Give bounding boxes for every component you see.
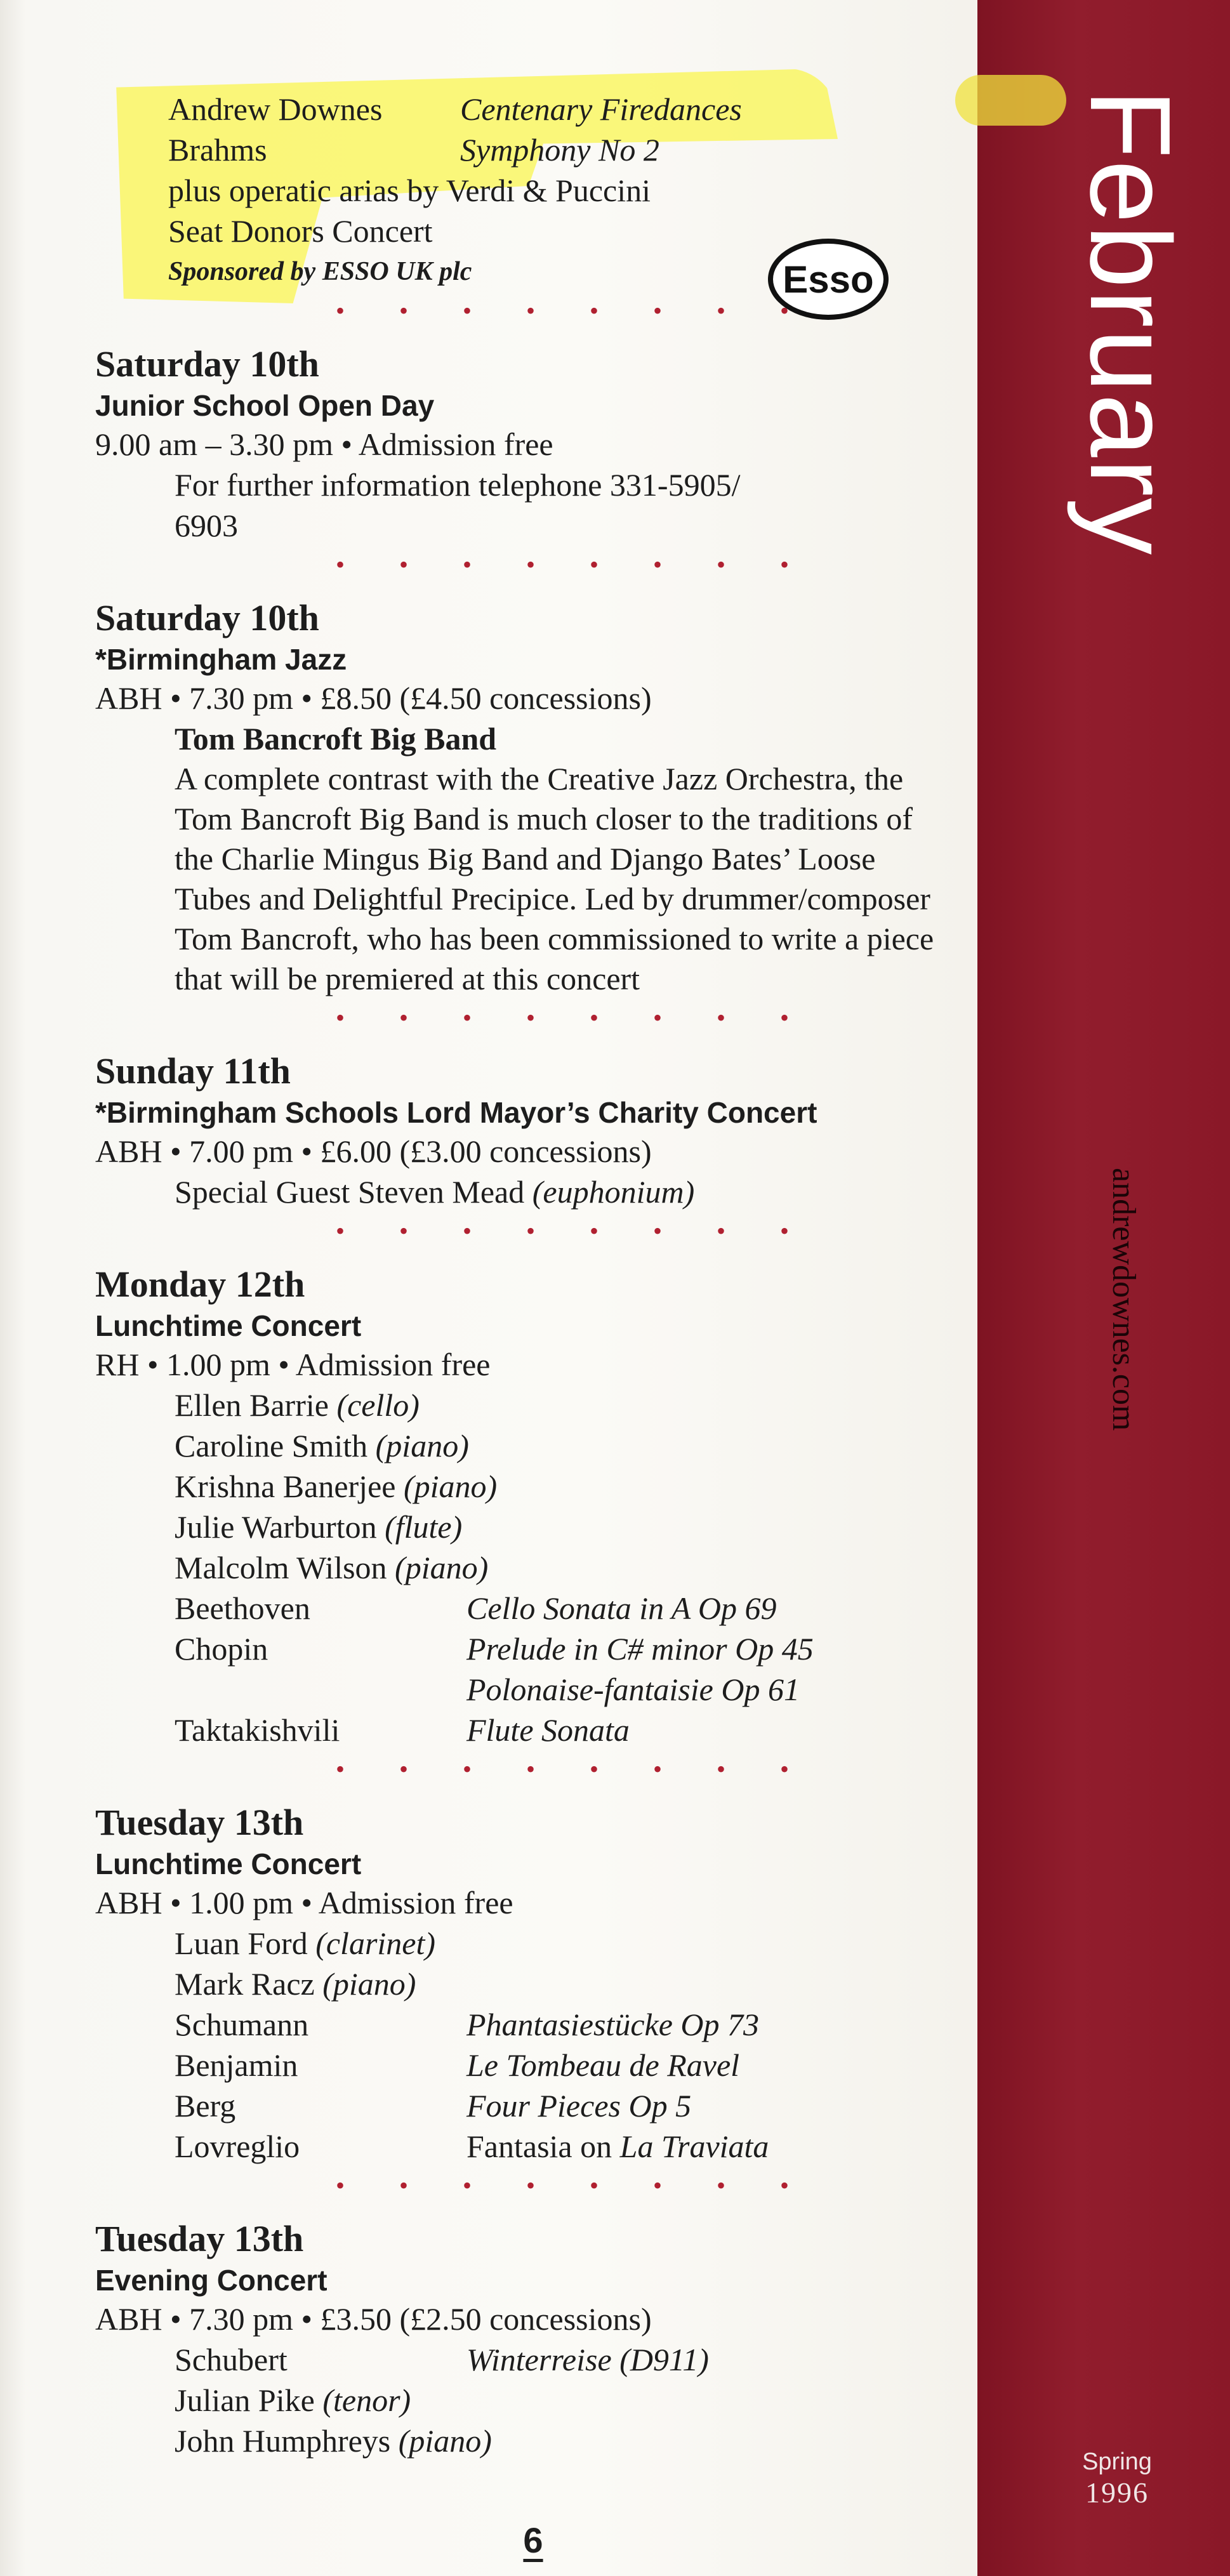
event-birmingham-jazz	[95, 595, 958, 999]
event-date: Tuesday 13th	[95, 1802, 304, 1843]
intro-work: Centenary Firedances	[460, 91, 742, 127]
performer: Luan Ford (clarinet)	[175, 1925, 436, 1961]
intro-work: Symphony No 2	[460, 132, 659, 168]
event-tuesday-evening	[95, 2216, 958, 2461]
program-item: Lovreglio Fantasia on La Traviata	[175, 2129, 769, 2164]
dot-divider: • • • • • • • •	[335, 2171, 814, 2200]
intro-composer: Brahms	[168, 132, 267, 168]
event-date: Sunday 11th	[95, 1050, 291, 1092]
dot-divider: • • • • • • • •	[335, 550, 814, 579]
event-info: 9.00 am – 3.30 pm • Admission free	[95, 426, 553, 462]
performer: Caroline Smith (piano)	[175, 1428, 469, 1463]
performer: John Humphreys (piano)	[175, 2423, 492, 2459]
dot-divider: • • • • • • • •	[335, 1755, 814, 1783]
event-date: Tuesday 13th	[95, 2218, 304, 2259]
event-charity-concert	[95, 1048, 958, 1212]
event-info: ABH • 1.00 pm • Admission free	[95, 1885, 513, 1920]
event-note: 6903	[175, 508, 238, 543]
program-item: Polonaise-fantaisie Op 61	[466, 1672, 800, 1707]
event-title: Lunchtime Concert	[95, 1309, 362, 1342]
performer: Malcolm Wilson (piano)	[175, 1550, 489, 1585]
event-monday-lunchtime	[95, 1262, 958, 1750]
esso-logo: Esso	[768, 239, 889, 320]
intro-composer: Andrew Downes	[168, 91, 383, 127]
intro-block	[95, 89, 958, 292]
page-number: 6	[523, 2520, 543, 2560]
event-info: ABH • 7.30 pm • £8.50 (£4.50 concessions)	[95, 680, 652, 716]
event-performer: Tom Bancroft Big Band	[175, 721, 497, 756]
concert-listing	[95, 89, 958, 2461]
intro-concert-name: Seat Donors Concert	[168, 213, 433, 249]
event-title: Lunchtime Concert	[95, 1847, 362, 1880]
season-label	[1047, 2448, 1187, 2509]
website-url: andrewdownes.com	[1106, 1168, 1142, 1431]
program-item: Berg Four Pieces Op 5	[175, 2088, 692, 2124]
event-tuesday-lunchtime	[95, 1800, 958, 2167]
event-title: *Birmingham Schools Lord Mayor’s Charity Concert	[95, 1096, 817, 1129]
event-title: *Birmingham Jazz	[95, 643, 347, 676]
performer: Mark Racz (piano)	[175, 1966, 416, 2002]
dot-divider: • • • • • • • •	[335, 296, 814, 325]
performer: Krishna Banerjee (piano)	[175, 1469, 498, 1504]
program-item: Taktakishvili Flute Sonata	[175, 1712, 630, 1748]
season-name: Spring	[1082, 2448, 1152, 2475]
program-item: Schumann Phantasiestücke Op 73	[175, 2007, 760, 2042]
event-info: ABH • 7.30 pm • £3.50 (£2.50 concessions)	[95, 2301, 652, 2337]
event-guest: Special Guest Steven Mead (euphonium)	[175, 1174, 695, 1210]
event-date: Monday 12th	[95, 1264, 305, 1305]
performer: Ellen Barrie (cello)	[175, 1387, 420, 1423]
event-description: A complete contrast with the Creative Jazz Orchestra, the Tom Bancroft Big Band is much closer to the traditions of the Charlie Mingus Big Band and Django Bates’ Loose Tubes and Delightful Precipice. Led by drummer/composer Tom Bancroft, who has been commissioned to write a piece that will be premiered at this concert	[175, 761, 934, 996]
program-item: Beethoven Cello Sonata in A Op 69	[175, 1590, 777, 1626]
event-title: Junior School Open Day	[95, 389, 435, 422]
event-title: Evening Concert	[95, 2264, 327, 2297]
event-info: ABH • 7.00 pm • £6.00 (£3.00 concessions)	[95, 1133, 652, 1169]
event-date: Saturday 10th	[95, 597, 319, 638]
event-date: Saturday 10th	[95, 343, 319, 385]
intro-arias: plus operatic arias by Verdi & Puccini	[168, 173, 651, 208]
program-item: Chopin Prelude in C# minor Op 45	[175, 1631, 814, 1667]
event-info: RH • 1.00 pm • Admission free	[95, 1347, 491, 1382]
season-year: 1996	[1085, 2476, 1149, 2509]
dot-divider: • • • • • • • •	[335, 1217, 814, 1245]
program-item: Benjamin Le Tombeau de Ravel	[175, 2047, 740, 2083]
event-junior-open-day	[95, 341, 958, 546]
event-note: For further information telephone 331-5905/	[175, 467, 741, 503]
sponsor-line: Sponsored by ESSO UK plc	[168, 257, 472, 286]
dot-divider: • • • • • • • •	[335, 1003, 814, 1032]
performer: Julian Pike (tenor)	[175, 2382, 411, 2418]
performer: Julie Warburton (flute)	[175, 1509, 463, 1545]
month-title: February	[1066, 89, 1194, 557]
program-item: Schubert Winterreise (D911)	[175, 2342, 709, 2377]
